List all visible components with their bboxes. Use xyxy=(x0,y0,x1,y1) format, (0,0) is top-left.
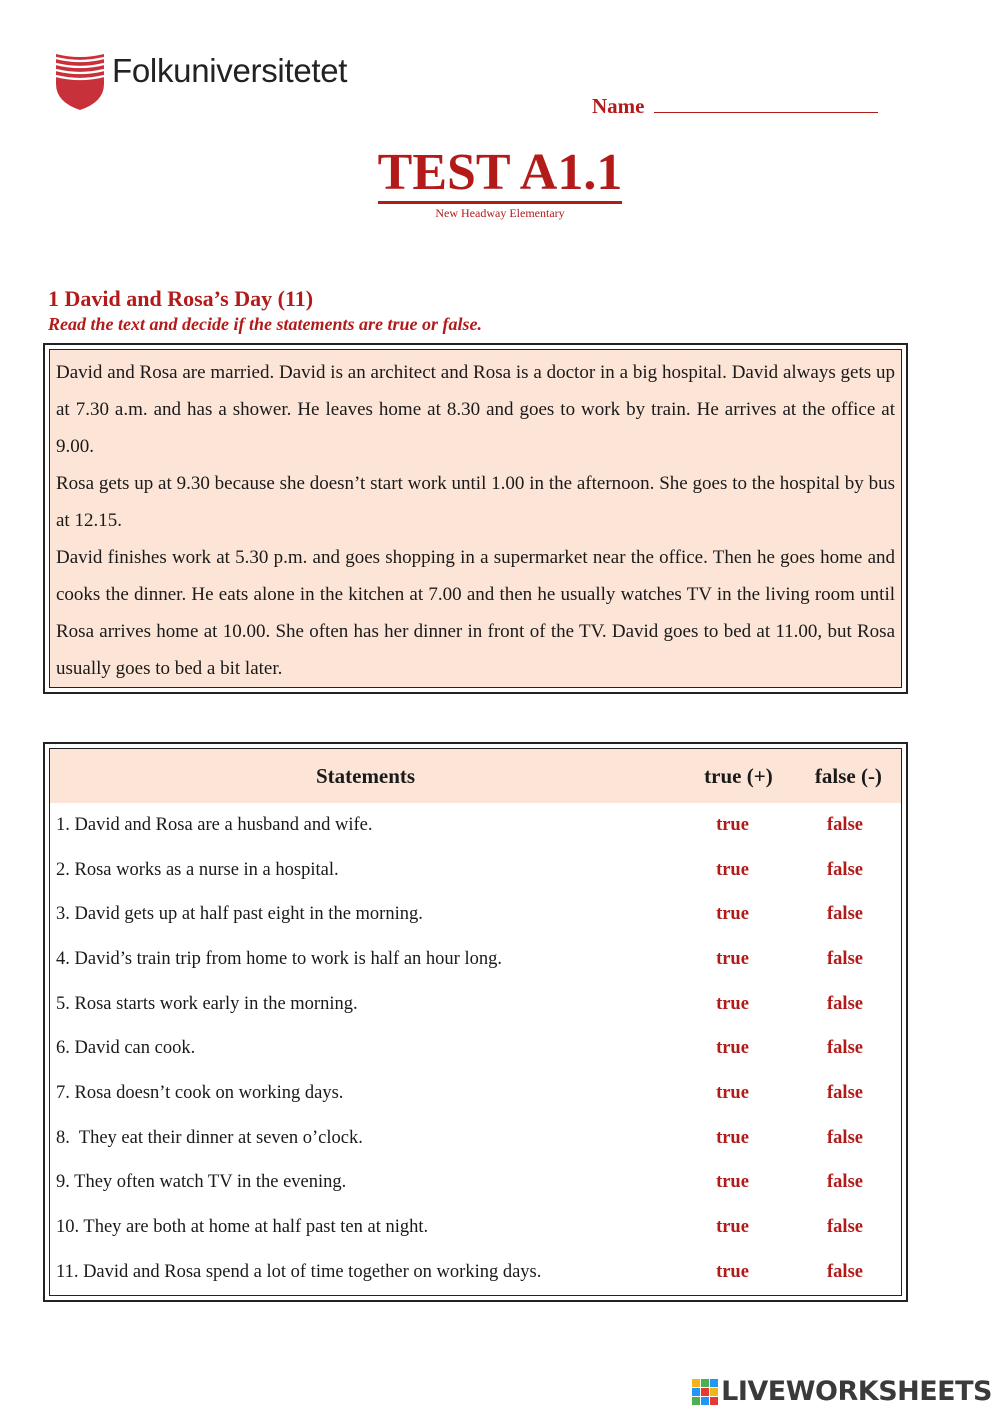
true-option[interactable]: true xyxy=(716,1217,749,1238)
liveworksheets-logo xyxy=(692,1376,992,1407)
false-option[interactable]: false xyxy=(827,859,863,880)
passage-paragraph: David finishes work at 5.30 p.m. and goes shopping in a supermarket near the office. Then he goes home and cooks the dinner. He eats alone in the kitchen at 7.00 and then he usually watches TV in the living room until Rosa arrives home at 10.00. She often has her dinner in front of the TV. David goes to bed at 11.00, but Rosa usually goes to bed a bit later. xyxy=(56,547,895,679)
false-option[interactable]: false xyxy=(827,904,863,925)
section-instruction: Read the text and decide if the statements are true or false. xyxy=(48,314,482,334)
true-option[interactable]: true xyxy=(716,1261,749,1282)
statement-text: 10. They are both at home at half past ten at night. xyxy=(56,1217,429,1238)
page-title-text: TEST A1.1 xyxy=(378,144,623,204)
page-subtitle: New Headway Elementary xyxy=(435,206,565,220)
passage-box xyxy=(43,343,908,694)
false-option[interactable]: false xyxy=(827,1261,863,1282)
true-option[interactable]: true xyxy=(716,1127,749,1148)
statement-text: 3. David gets up at half past eight in the morning. xyxy=(56,904,423,925)
statements-table xyxy=(43,742,908,1302)
table-row xyxy=(50,803,901,848)
name-input-line[interactable] xyxy=(654,93,878,113)
statement-text: 7. Rosa doesn’t cook on working days. xyxy=(56,1082,344,1103)
true-option[interactable]: true xyxy=(716,859,749,880)
statement-text: 11. David and Rosa spend a lot of time together on working days. xyxy=(56,1261,542,1282)
true-option[interactable]: true xyxy=(716,948,749,969)
statement-text: 1. David and Rosa are a husband and wife. xyxy=(56,814,373,835)
statements-table-inner xyxy=(49,748,902,1296)
footer-brand: LIVEWORKSHEETS xyxy=(721,1376,992,1407)
header-statements: Statements xyxy=(315,763,416,788)
false-option[interactable]: false xyxy=(827,993,863,1014)
statement-text: 8. They eat their dinner at seven o’clock. xyxy=(56,1127,363,1148)
false-option[interactable]: false xyxy=(827,1172,863,1193)
passage-paragraph: Rosa gets up at 9.30 because she doesn’t start work until 1.00 in the afternoon. She goes to the hospital by bus at 12.15. xyxy=(56,473,895,531)
statement-text: 5. Rosa starts work early in the morning. xyxy=(56,993,358,1014)
passage-paragraph: David and Rosa are married. David is an architect and Rosa is a doctor in a big hospital. David always gets up at 7.30 a.m. and has a shower. He leaves home at 8.30 and goes to work by train. He arrives at the office at 9.00. xyxy=(56,362,895,457)
false-option[interactable]: false xyxy=(827,1038,863,1059)
statement-text: 9. They often watch TV in the evening. xyxy=(56,1172,347,1193)
table-row xyxy=(50,1205,901,1250)
name-label: Name xyxy=(592,94,645,118)
false-option[interactable]: false xyxy=(827,1127,863,1148)
false-option[interactable]: false xyxy=(827,1217,863,1238)
page-title xyxy=(0,143,1000,202)
table-row xyxy=(50,937,901,982)
table-row xyxy=(50,848,901,893)
false-option[interactable]: false xyxy=(827,948,863,969)
true-option[interactable]: true xyxy=(716,1172,749,1193)
true-option[interactable]: true xyxy=(716,993,749,1014)
brand-logo xyxy=(54,50,347,112)
table-row xyxy=(50,1071,901,1116)
table-header xyxy=(50,749,901,803)
shield-logo-icon xyxy=(54,50,106,112)
passage-text xyxy=(49,349,902,688)
liveworksheets-icon xyxy=(692,1379,718,1405)
table-row xyxy=(50,1116,901,1161)
table-row xyxy=(50,1161,901,1206)
table-row xyxy=(50,1250,901,1295)
true-option[interactable]: true xyxy=(716,1038,749,1059)
statement-text: 2. Rosa works as a nurse in a hospital. xyxy=(56,859,339,880)
false-option[interactable]: false xyxy=(827,1082,863,1103)
table-row xyxy=(50,982,901,1027)
false-option[interactable]: false xyxy=(827,814,863,835)
table-body xyxy=(50,803,901,1295)
section-heading: 1 David and Rosa’s Day (11) xyxy=(48,286,314,311)
statement-text: 6. David can cook. xyxy=(56,1038,196,1059)
statement-text: 4. David’s train trip from home to work is half an hour long. xyxy=(56,948,502,969)
true-option[interactable]: true xyxy=(716,1082,749,1103)
table-row xyxy=(50,1026,901,1071)
table-row xyxy=(50,892,901,937)
true-option[interactable]: true xyxy=(716,904,749,925)
name-field[interactable] xyxy=(592,93,878,119)
header-false: false (-) xyxy=(814,763,882,788)
brand-name: Folkuniversitetet xyxy=(112,52,348,89)
true-option[interactable]: true xyxy=(716,814,749,835)
header-true: true (+) xyxy=(704,763,773,788)
